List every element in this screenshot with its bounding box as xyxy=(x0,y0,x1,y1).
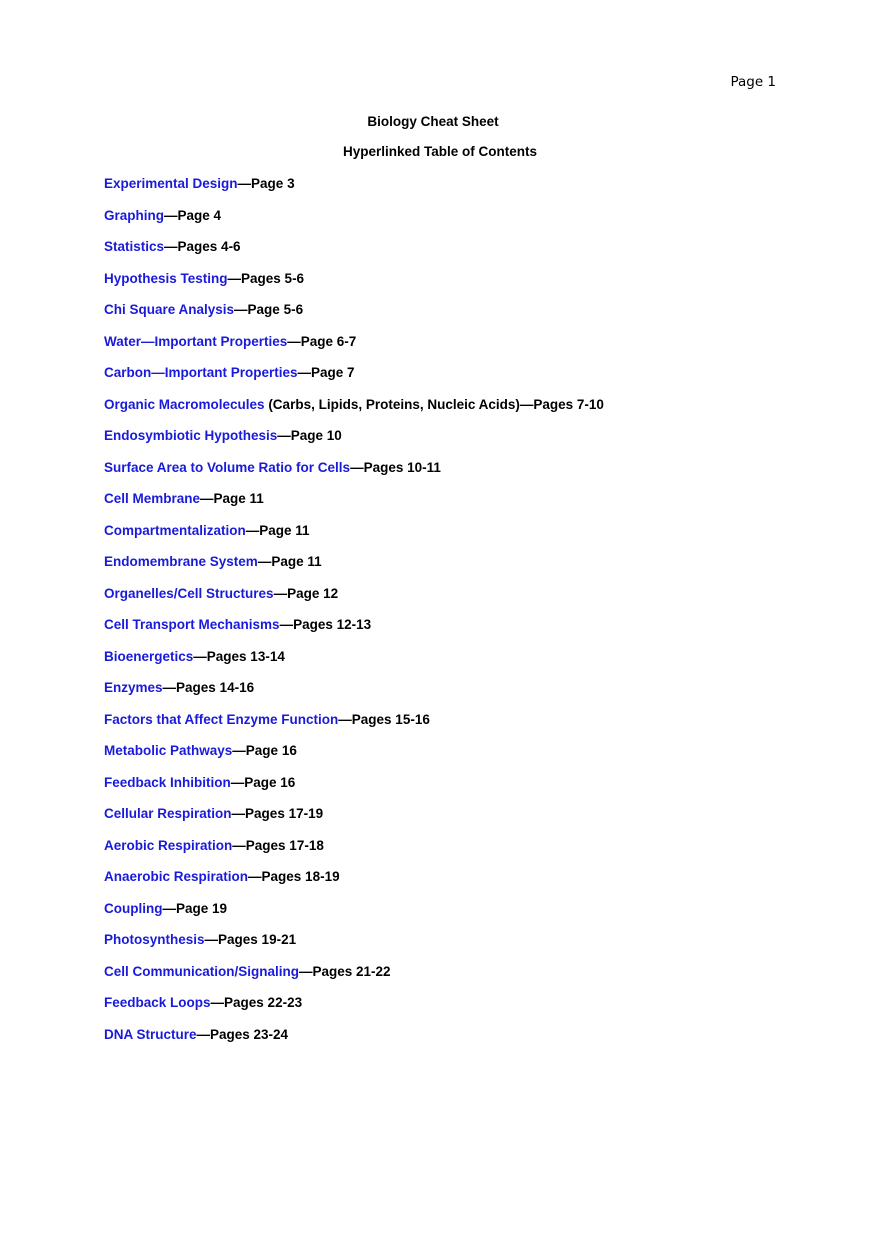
toc-entry xyxy=(104,365,804,397)
toc-link[interactable]: Experimental Design xyxy=(104,176,238,191)
toc-pages: —Page 12 xyxy=(273,585,339,601)
toc-pages: —Pages 14-16 xyxy=(162,680,255,695)
toc-entry xyxy=(104,302,804,334)
toc-link[interactable]: Cell Transport Mechanisms xyxy=(104,617,280,632)
toc-link[interactable]: Cell Membrane xyxy=(104,491,201,506)
toc-link[interactable]: Carbon—Important Properties xyxy=(104,365,298,380)
toc-link[interactable]: Bioenergetics xyxy=(104,648,194,664)
toc-entry xyxy=(104,932,804,964)
toc-link[interactable]: Aerobic Respiration xyxy=(104,837,233,853)
toc-pages: —Page 16 xyxy=(232,743,297,758)
toc-entry xyxy=(104,1027,804,1059)
toc-link[interactable]: Endomembrane System xyxy=(104,554,258,569)
toc-pages: —Pages 15-16 xyxy=(338,711,430,727)
toc-link[interactable]: Coupling xyxy=(104,900,163,916)
toc-entry xyxy=(104,491,804,523)
toc-pages: —Pages 21-22 xyxy=(299,963,391,979)
toc-link[interactable]: Cellular Respiration xyxy=(104,806,232,821)
toc-link[interactable]: Feedback Inhibition xyxy=(104,774,231,790)
toc-link[interactable]: Factors that Affect Enzyme Function xyxy=(104,711,339,727)
toc-entry xyxy=(104,649,804,681)
toc-pages: —Page 11 xyxy=(245,522,310,538)
document-subtitle: Hyperlinked Table of Contents xyxy=(342,144,538,159)
toc-pages: —Page 19 xyxy=(162,900,228,916)
page-number: Page 1 xyxy=(730,74,776,90)
toc-link[interactable]: Cell Communication/Signaling xyxy=(104,963,300,979)
toc-link[interactable]: Feedback Loops xyxy=(104,995,211,1010)
toc-entry xyxy=(104,271,804,303)
toc-entry xyxy=(104,838,804,870)
toc-entry xyxy=(104,176,804,208)
toc-pages: —Pages 18-19 xyxy=(248,869,340,884)
toc-link[interactable]: Statistics xyxy=(104,239,165,254)
toc-pages: —Page 7 xyxy=(297,365,355,380)
toc-pages: —Pages 10-11 xyxy=(350,459,441,475)
toc-link[interactable]: Enzymes xyxy=(104,680,163,695)
toc-link[interactable]: Surface Area to Volume Ratio for Cells xyxy=(104,459,351,475)
toc-pages: —Pages 17-19 xyxy=(231,806,324,821)
toc-link[interactable]: Organelles/Cell Structures xyxy=(104,585,274,601)
toc-entry xyxy=(104,334,804,366)
toc-link[interactable]: Photosynthesis xyxy=(104,932,205,947)
toc-link[interactable]: Organic Macromolecules xyxy=(104,396,265,412)
toc-entry xyxy=(104,460,804,492)
toc-pages: —Page 3 xyxy=(237,176,295,191)
toc-pages: —Page 6-7 xyxy=(287,333,357,349)
toc-link[interactable]: Endosymbiotic Hypothesis xyxy=(104,428,278,443)
toc-pages: —Pages 4-6 xyxy=(164,239,241,254)
toc-entry xyxy=(104,680,804,712)
toc-pages: —Pages 19-21 xyxy=(204,932,297,947)
toc-pages: —Pages 12-13 xyxy=(279,617,372,632)
toc-link[interactable]: DNA Structure xyxy=(104,1026,197,1042)
toc-entry xyxy=(104,901,804,933)
toc-link[interactable]: Chi Square Analysis xyxy=(104,302,235,317)
toc-entry xyxy=(104,995,804,1027)
toc-pages: —Page 5-6 xyxy=(234,302,304,317)
toc-entry xyxy=(104,775,804,807)
toc-entry xyxy=(104,208,804,240)
toc-link[interactable]: Graphing xyxy=(104,207,164,223)
document-title: Biology Cheat Sheet xyxy=(367,114,499,129)
toc-pages: —Page 11 xyxy=(200,491,264,506)
toc-link[interactable]: Metabolic Pathways xyxy=(104,743,233,758)
toc-entry xyxy=(104,617,804,649)
toc-entry xyxy=(104,523,804,555)
toc-pages: —Pages 17-18 xyxy=(232,837,324,853)
toc-pages: —Page 10 xyxy=(277,428,342,443)
toc-entry xyxy=(104,239,804,271)
toc-pages: —Pages 22-23 xyxy=(210,995,303,1010)
toc-entry xyxy=(104,712,804,744)
toc-entry xyxy=(104,964,804,996)
toc-entry xyxy=(104,743,804,775)
toc-entry xyxy=(104,586,804,618)
toc-link[interactable]: Compartmentalization xyxy=(104,522,246,538)
toc-entry xyxy=(104,428,804,460)
table-of-contents xyxy=(104,176,804,1058)
toc-pages: —Pages 5-6 xyxy=(227,270,305,286)
toc-pages: —Pages 23-24 xyxy=(196,1026,289,1042)
toc-pages: —Page 11 xyxy=(257,554,322,569)
toc-entry xyxy=(104,397,804,429)
toc-pages: —Page 16 xyxy=(230,774,296,790)
toc-link[interactable]: Hypothesis Testing xyxy=(104,270,228,286)
toc-link[interactable]: Water—Important Properties xyxy=(104,333,288,349)
toc-link[interactable]: Anaerobic Respiration xyxy=(104,869,249,884)
toc-note: (Carbs, Lipids, Proteins, Nucleic Acids) xyxy=(264,396,520,412)
toc-entry xyxy=(104,554,804,586)
toc-pages: —Pages 7-10 xyxy=(519,396,604,412)
toc-entry xyxy=(104,806,804,838)
toc-pages: —Pages 13-14 xyxy=(193,648,285,664)
toc-pages: —Page 4 xyxy=(164,207,222,223)
toc-entry xyxy=(104,869,804,901)
